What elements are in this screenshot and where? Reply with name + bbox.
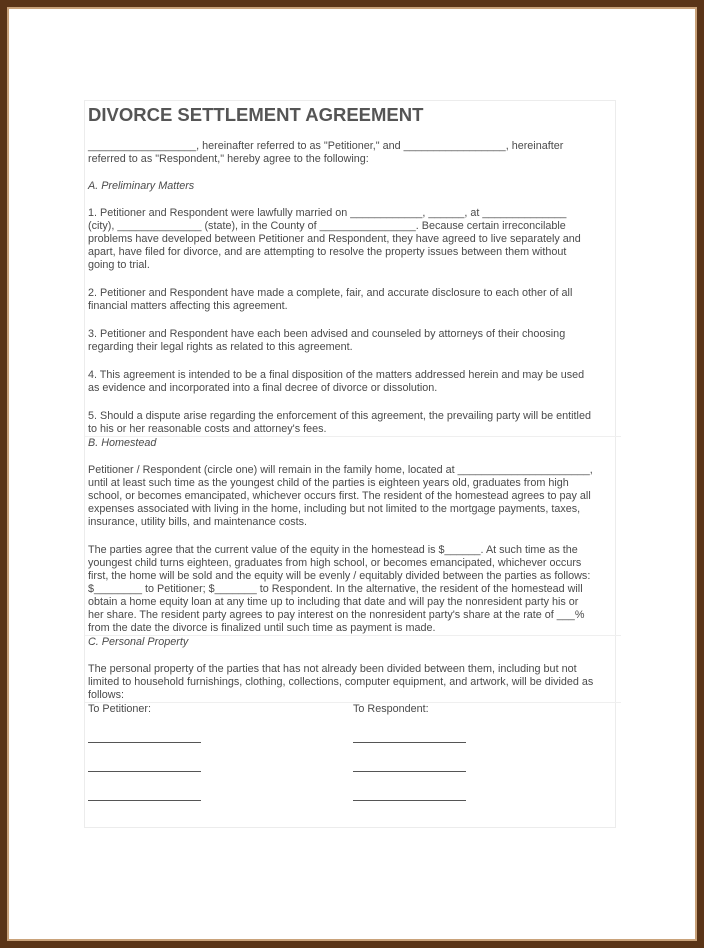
respondent-item-line [353, 800, 466, 801]
paragraph-b1: Petitioner / Respondent (circle one) will remain in the family home, located at ______________________, until at least such time as the youngest child of the parties is eighteen years old, graduates from high school, or becomes emancipated, whichever occurs first. The resident of the homestead agrees to pay all expenses associated with living in the home, including but not limited to the mortgage payments, taxes, insurance, utility bills, and maintenance costs. [88, 464, 593, 528]
respondent-item-line [353, 771, 466, 772]
section-heading-homestead: B. Homestead [88, 437, 157, 449]
section-heading-personal-property: C. Personal Property [88, 636, 189, 648]
paragraph-a5: 5. Should a dispute arise regarding the enforcement of this agreement, the prevailing party will be entitled to his or her reasonable costs and attorney's fees. [88, 410, 591, 435]
paragraph-b2: The parties agree that the current value of the equity in the homestead is $______. At such time as the youngest child turns eighteen, graduates from high school, or becomes emancipated, whichever occurs first, the home will be sold and the equity will be evenly / equitably divided between the parties as follows: $________ to Petitioner; $_______ to Respondent. In the alternative, the resident of the homestead will obtain a home equity loan at any time up to including that date and will pay the nonresident party his or her share. The resident party agrees to pay interest on the nonresident party's share at the rate of ___% from the date the divorce is finalized until such time as payment is made. [88, 544, 591, 634]
document-body [88, 104, 618, 801]
paragraph-a1: 1. Petitioner and Respondent were lawfully married on ____________, ______, at ______________ (city), ______________ (state), in the County of ________________. Because certain irreconcilable problems have developed between Petitioner and Respondent, they have agreed to live separately and apart, have filed for divorce, and are attempting to resolve the property issues between them without going to trial. [88, 207, 581, 271]
paragraph-a2: 2. Petitioner and Respondent have made a complete, fair, and accurate disclosure to each other of all financial matters affecting this agreement. [88, 287, 573, 312]
intro-paragraph: __________________, hereinafter referred to as "Petitioner," and _________________, hereinafter referred to as "Respondent," hereby agree to the following: [88, 140, 564, 165]
respondent-item-line [353, 742, 466, 743]
to-petitioner-label: To Petitioner: [88, 703, 152, 715]
document-title: DIVORCE SETTLEMENT AGREEMENT [88, 104, 424, 125]
property-division-table [88, 703, 618, 801]
to-respondent-label: To Respondent: [353, 703, 429, 715]
petitioner-column [88, 703, 353, 801]
respondent-column [353, 703, 618, 801]
paragraph-a3: 3. Petitioner and Respondent have each been advised and counseled by attorneys of their choosing regarding their legal rights as related to this agreement. [88, 328, 566, 353]
petitioner-item-line [88, 800, 201, 801]
petitioner-item-line [88, 742, 201, 743]
section-heading-preliminary: A. Preliminary Matters [88, 180, 195, 192]
petitioner-item-line [88, 771, 201, 772]
paragraph-a4: 4. This agreement is intended to be a final disposition of the matters addressed herein and may be used as evidence and incorporated into a final decree of divorce or dissolution. [88, 369, 585, 394]
paragraph-c1: The personal property of the parties that has not already been divided between them, including but not limited to household furnishings, clothing, collections, computer equipment, and artwork, will be divided as follows: [88, 663, 594, 701]
